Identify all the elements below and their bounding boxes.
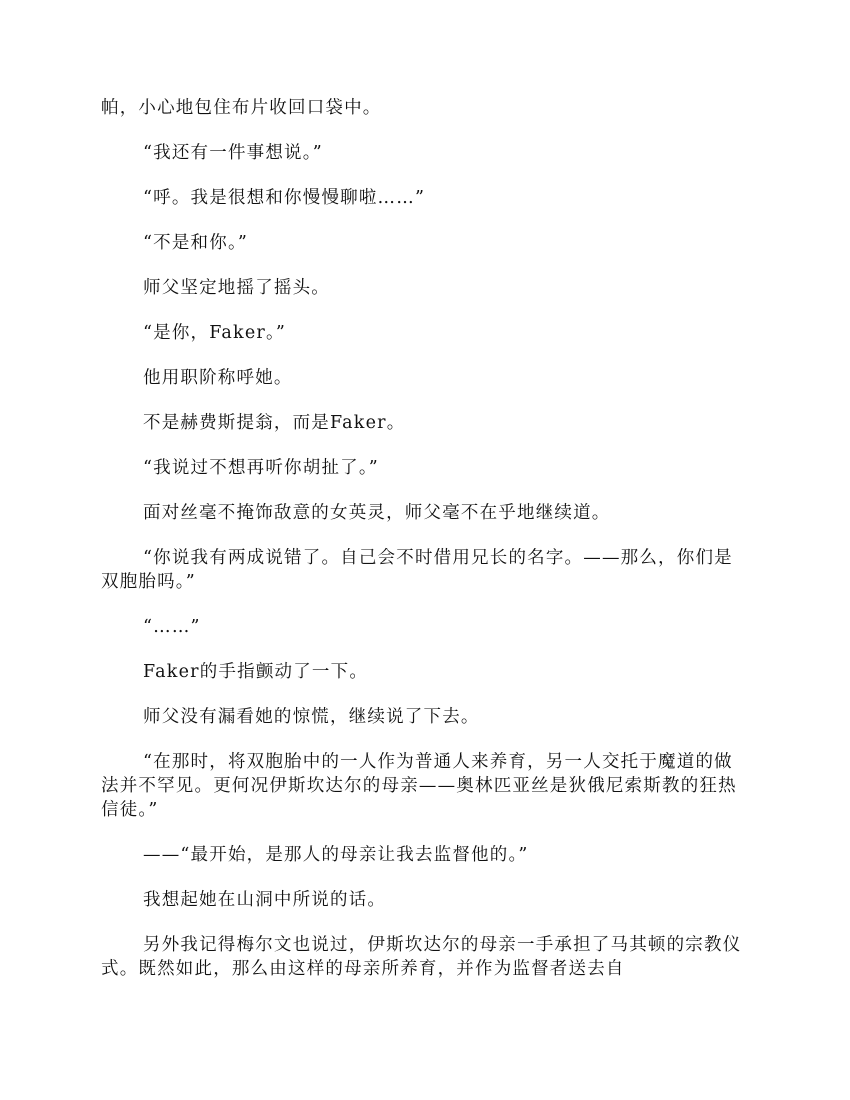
paragraph: 不是赫费斯提翁，而是Faker。 <box>143 413 406 433</box>
paragraph: “呼。我是很想和你慢慢聊啦……” <box>143 188 426 208</box>
paragraph: 帕，小心地包住布片收回口袋中。 <box>101 98 382 118</box>
paragraph: Faker的手指颤动了一下。 <box>143 662 369 682</box>
paragraph: “在那时，将双胞胎中的一人作为普通人来养育，另一人交托于魔道的做法并不罕见。更何况伊斯坎达尔的母亲——奥林匹亚丝是狄俄尼索斯教的狂热信徒。” <box>101 752 737 820</box>
paragraph: “你说我有两成说错了。自己会不时借用兄长的名字。——那么，你们是双胞胎吗。” <box>101 548 733 592</box>
paragraph: 他用职阶称呼她。 <box>143 368 293 388</box>
paragraph: “……” <box>143 617 201 637</box>
paragraph: 另外我记得梅尔文也说过，伊斯坎达尔的母亲一手承担了马其顿的宗教仪式。既然如此，那么由这样的母亲所养育，并作为监督者送去自 <box>101 935 742 979</box>
paragraph: “是你，Faker。” <box>143 323 287 343</box>
paragraph: “我说过不想再听你胡扯了。” <box>143 458 379 478</box>
paragraph: “不是和你。” <box>143 233 249 253</box>
paragraph: 面对丝毫不掩饰敌意的女英灵，师父毫不在乎地继续道。 <box>143 503 611 523</box>
document-page <box>101 96 749 1002</box>
paragraph: 我想起她在山洞中所说的话。 <box>143 890 387 910</box>
paragraph: ——“最开始，是那人的母亲让我去监督他的。” <box>143 845 529 865</box>
paragraph: 师父坚定地摇了摇头。 <box>143 278 330 298</box>
paragraph: “我还有一件事想说。” <box>143 143 323 163</box>
paragraph: 师父没有漏看她的惊慌，继续说了下去。 <box>143 707 480 727</box>
